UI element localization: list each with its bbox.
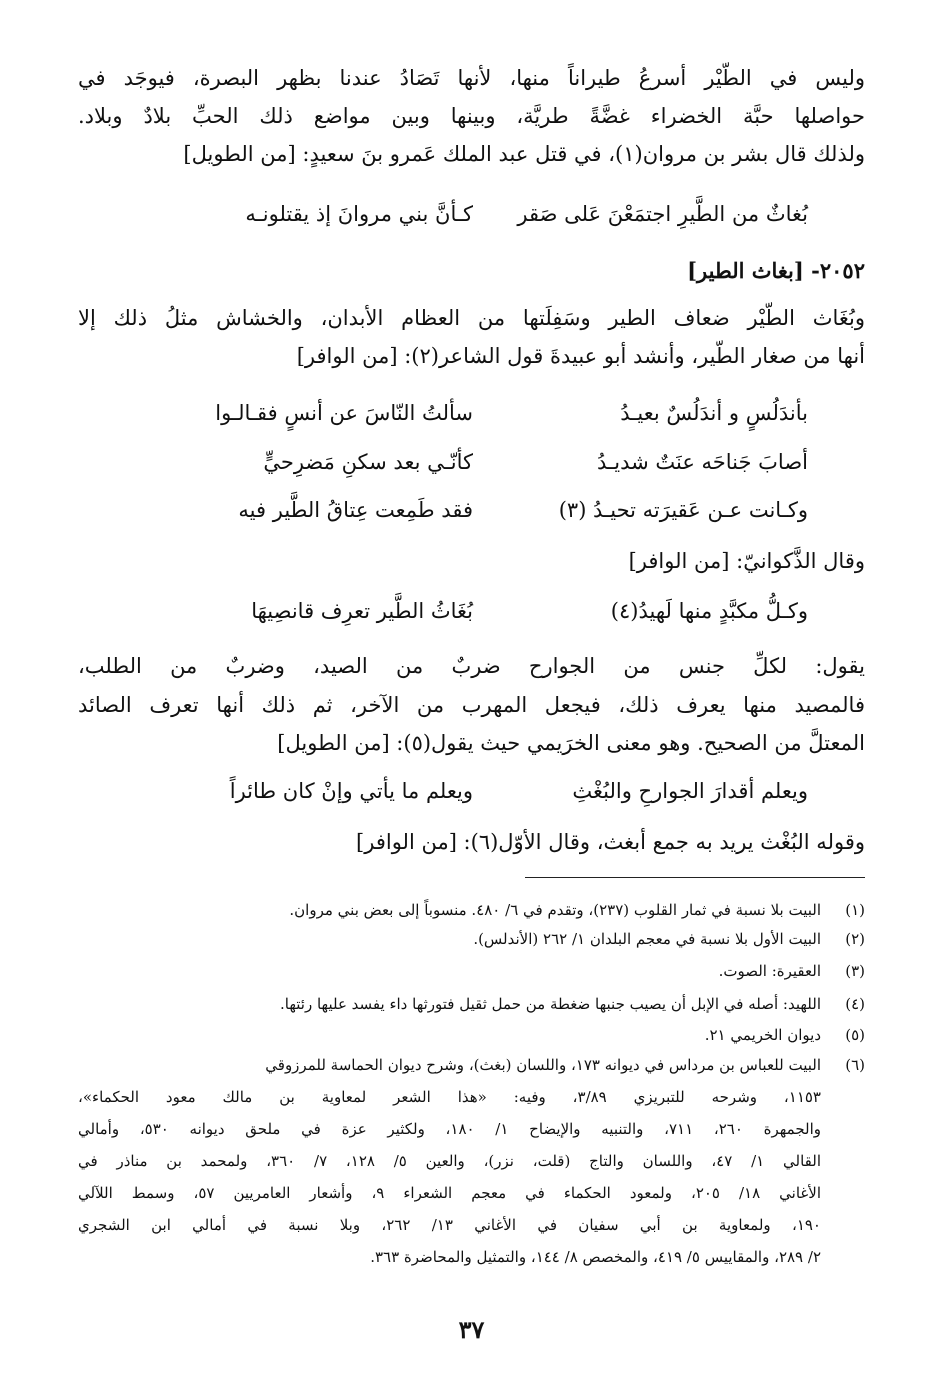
footnote-number: (٤)	[845, 995, 865, 1013]
verse-hemistich-second: ويعلم أقدارَ الجوارحِ والبُغْثِ	[572, 779, 808, 803]
footnote-number: (٣)	[845, 962, 865, 980]
footnote	[78, 992, 865, 1016]
verse-hemistich-first: كأنّـي بعد سكنِ مَضرِحيٍّ	[263, 450, 473, 474]
footnote-text: العقيرة: الصوت.	[718, 962, 821, 980]
footnote-number: (٢)	[845, 930, 865, 948]
footnote-number: (٥)	[845, 1026, 865, 1044]
footnote-text: ديوان الخريمي ٢١.	[704, 1026, 821, 1044]
footnote-text: البيت بلا نسبة في ثمار القلوب (٢٣٧)، وتقدم في ٦/ ٤٨٠. منسوباً إلى بعض بني مروان.	[289, 901, 821, 919]
footnote	[78, 959, 865, 983]
body-line: المعتلَّ من الصحيح. وهو معنى الخرَيمي حيث يقول(٥): [من الطويل]	[277, 731, 865, 755]
verse-hemistich-second: وكـلُّ مكبَّدٍ منها لَهيدُ(٤)	[610, 599, 808, 623]
footnote-separator	[525, 877, 865, 878]
footnote	[78, 1023, 865, 1047]
verse-hemistich-first: ويعلم ما يأتي وإنْ كان طائراً	[229, 779, 473, 803]
verse-hemistich-first: سألتُ النّاسَ عن أنسٍ فقـالـوا	[215, 401, 473, 425]
body-line: وليس في الطَّيْر أسرعُ طيراناً منها، لأنها تَصَادُ عندنا بظهر البصرة، فيوجَد في	[78, 66, 865, 90]
footnote-text: البيت الأول بلا نسبة في معجم البلدان ١/ ٢٦٢ (الأندلس).	[473, 930, 821, 948]
body-line: يقول: لكلِّ جنس من الجوارح ضربٌ من الصيد، وضربٌ من الطلب،	[78, 654, 865, 678]
body-line: وبُغَاث الطَّيْر ضعاف الطير وسَفِلَتها من العظام الأبدان، والخشاش مثلُ ذلك إلا	[78, 306, 865, 330]
body-line: وقال الذَّكوانيّ: [من الوافر]	[628, 549, 865, 573]
verse-hemistich-second: أصابَ جَناحَه عنَتٌ شديـدُ	[597, 450, 808, 474]
body-line: ولذلك قال بشر بن مروان(١)، في قتل عبد الملك عَمرو بنَ سعيدٍ: [من الطويل]	[183, 142, 865, 166]
body-line: أنها من صغار الطَّير، وأنشد أبو عبيدةَ قول الشاعر(٢): [من الوافر]	[296, 344, 865, 368]
footnote	[78, 927, 865, 951]
footnote	[78, 1053, 865, 1077]
footnote-continuation: ١١٥٣، وشرحه للتبريزي ٣/٨٩، وفيه: «هذا الشعر لمعاوية بن مالك معود الحكماء»،	[78, 1088, 821, 1106]
body-line: فالمصيد منها يعرف ذلك، فيجعل المهرب من الآخر، ثم ذلك أنها تعرف الصائد	[78, 693, 865, 717]
verse-hemistich-second: وكـانت عـن عَقيرَته تحيـدُ (٣)	[558, 498, 808, 522]
body-line: وقوله البُغْث يريد به جمع أبغث، وقال الأوّل(٦): [من الوافر]	[356, 830, 865, 854]
footnote-continuation: الأغاني ١٨/ ٢٠٥، ولمعود الحكماء في معجم الشعراء ٩، وأشعار العامريين ٥٧، وسمط اللآلي	[78, 1184, 821, 1202]
body-line: حواصلها حبَّة الخضراء غضَّةً طريَّة، وبينها وبين مواضع ذلك الحبِّ بلادٌ وبلاد.	[78, 104, 865, 128]
footnote-text: البيت للعباس بن مرداس في ديوانه ١٧٣، واللسان (بغث)، وشرح ديوان الحماسة للمرزوقي	[265, 1056, 821, 1074]
verse-hemistich-first: فقد طَمِعت عِتاقُ الطَّير فيه	[238, 498, 473, 522]
footnote-continuation: والجمهرة ٢٦٠، ٧١١، والتنبيه والإيضاح ١/ ١٨٠، ولكثير عزة في ملحق ديوانه ٥٣٠، وأمالي	[78, 1120, 821, 1138]
verse-hemistich-first: كـأنَّ بني مروانَ إذ يقتلونـه	[245, 202, 473, 226]
section-heading: ٢٠٥٢- [بغاث الطير]	[687, 258, 865, 283]
footnote-continuation: ٢/ ٢٨٩، والمقاييس ٥/ ٤١٩، والمخصص ٨/ ١٤٤، والتمثيل والمحاضرة ٣٦٣.	[370, 1248, 821, 1266]
footnote	[78, 898, 865, 922]
verse-hemistich-first: بُغَاثُ الطَّير تعرِف قانصِيهَا	[251, 599, 473, 623]
footnote-text: اللهيد: أصله في الإبل أن يصيب جنبها ضغطة من حمل ثقيل فتورثها داء يفسد عليها رئتها.	[280, 995, 821, 1013]
verse-hemistich-second: بُغاثٌ من الطَّيرِ اجتمَعْنَ عَلى صَقر	[517, 202, 808, 226]
footnote-continuation: القالي ١/ ٤٧، واللسان والتاج (قلت، نزر)، والعين ٥/ ١٢٨، ٧/ ٣٦٠، ولمحمد بن مناذر في	[78, 1152, 821, 1170]
page-number: ٣٧	[458, 1315, 485, 1344]
verse-hemistich-second: بأندَلُسٍ و أندَلُسٌ بعيـدُ	[620, 401, 808, 425]
footnote-continuation: ١٩٠، ولمعاوية بن أبي سفيان في الأغاني ١٣/ ٢٦٢، وبلا نسبة في أمالي ابن الشجري	[78, 1216, 821, 1234]
footnote-number: (١)	[845, 901, 865, 919]
footnote-number: (٦)	[845, 1056, 865, 1074]
